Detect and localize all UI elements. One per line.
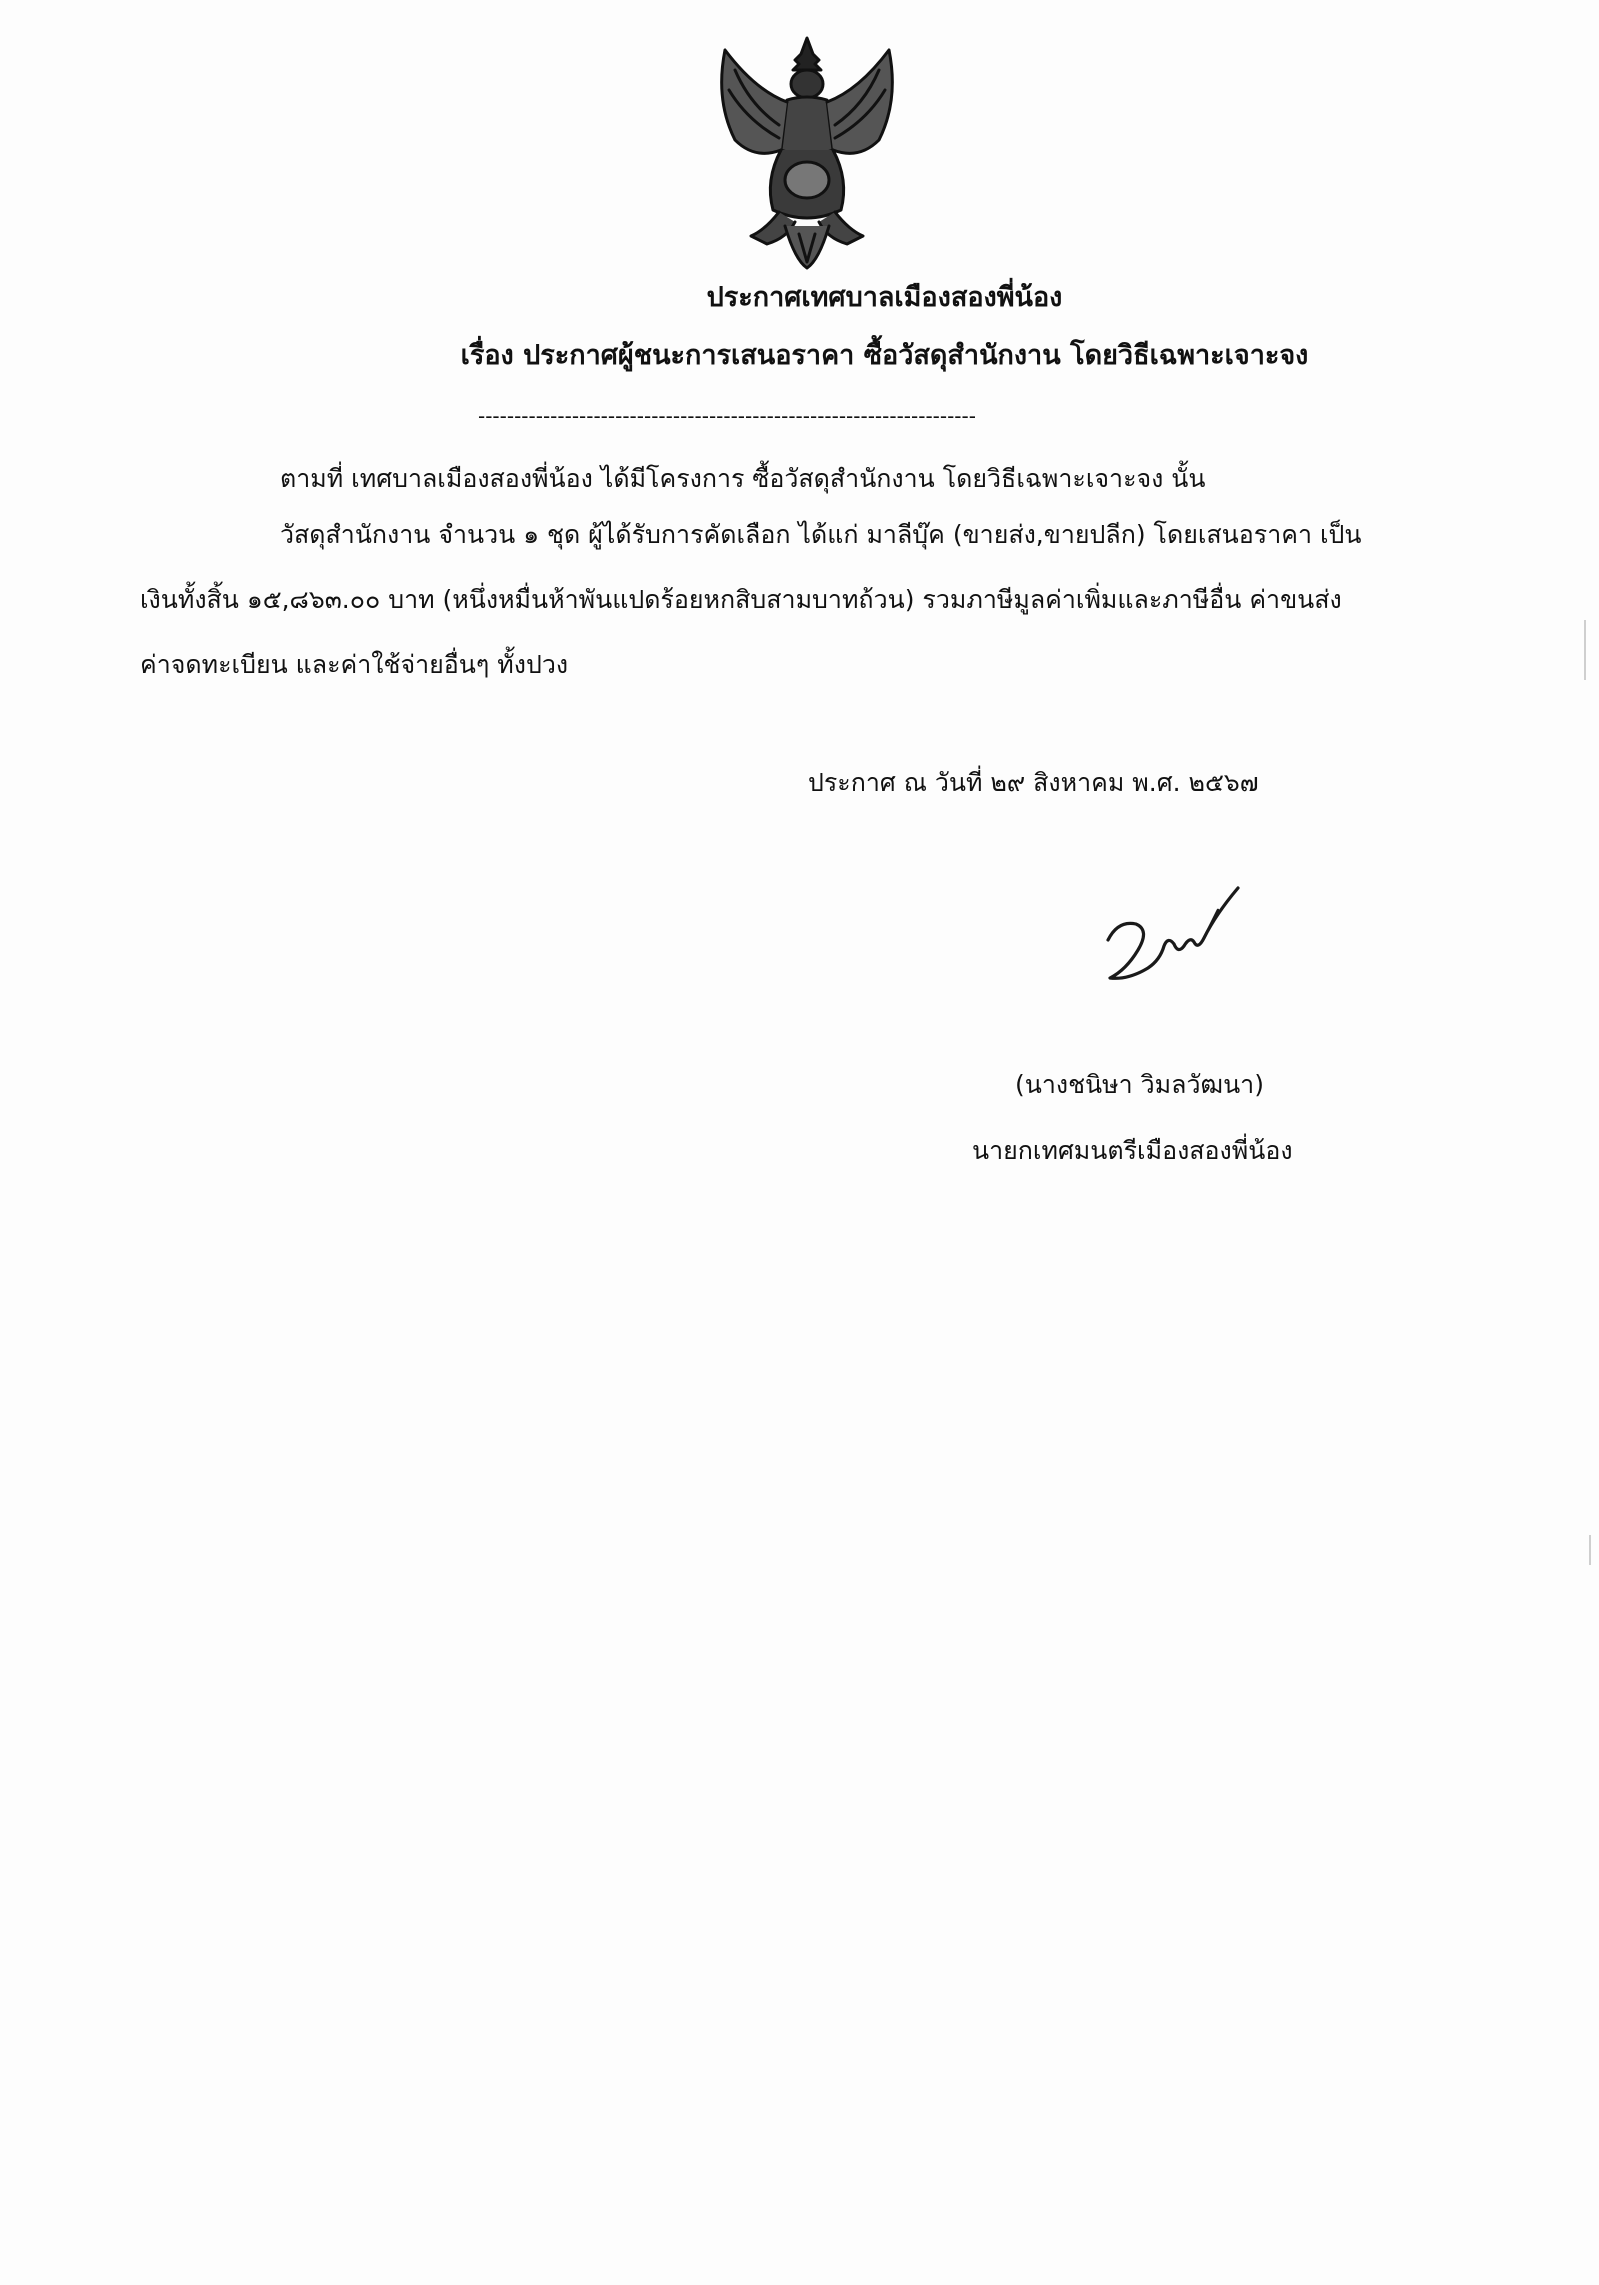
body-paragraph-line: ค่าจดทะเบียน และค่าใช้จ่ายอื่นๆ ทั้งปวง [140,650,569,679]
signatory-position: นายกเทศมนตรีเมืองสองพี่น้อง [972,1136,1293,1165]
document-title: ประกาศเทศบาลเมืองสองพี่น้อง [706,282,1063,313]
body-paragraph-line: เงินทั้งสิ้น ๑๕,๘๖๓.๐๐ บาท (หนึ่งหมื่นห้าพันแปดร้อยหกสิบสามบาทถ้วน) รวมภาษีมูลค่าเพิ่มและภาษีอื่น ค่าขนส่ง [140,585,1342,614]
garuda-emblem-icon [695,30,920,275]
document-subject: เรื่อง ประกาศผู้ชนะการเสนอราคา ซื้อวัสดุสำนักงาน โดยวิธีเฉพาะเจาะจง [460,340,1309,371]
handwritten-signature-icon [1098,880,1248,995]
scan-artifact [1589,1535,1591,1565]
scan-artifact [1584,620,1586,680]
signatory-name: (นางชนิษา วิมลวัฒนา) [1015,1070,1264,1099]
announcement-date: ประกาศ ณ วันที่ ๒๙ สิงหาคม พ.ศ. ๒๕๖๗ [808,768,1259,797]
body-paragraph-line: ตามที่ เทศบาลเมืองสองพี่น้อง ได้มีโครงการ ซื้อวัสดุสำนักงาน โดยวิธีเฉพาะเจาะจง นั้น [280,464,1206,493]
body-paragraph-line: วัสดุสำนักงาน จำนวน ๑ ชุด ผู้ได้รับการคัดเลือก ได้แก่ มาลีบุ๊ค (ขายส่ง,ขายปลีก) โดยเสนอราคา เป็น [280,520,1362,549]
separator-line: --------------------------------------------------------------------- [478,406,976,426]
